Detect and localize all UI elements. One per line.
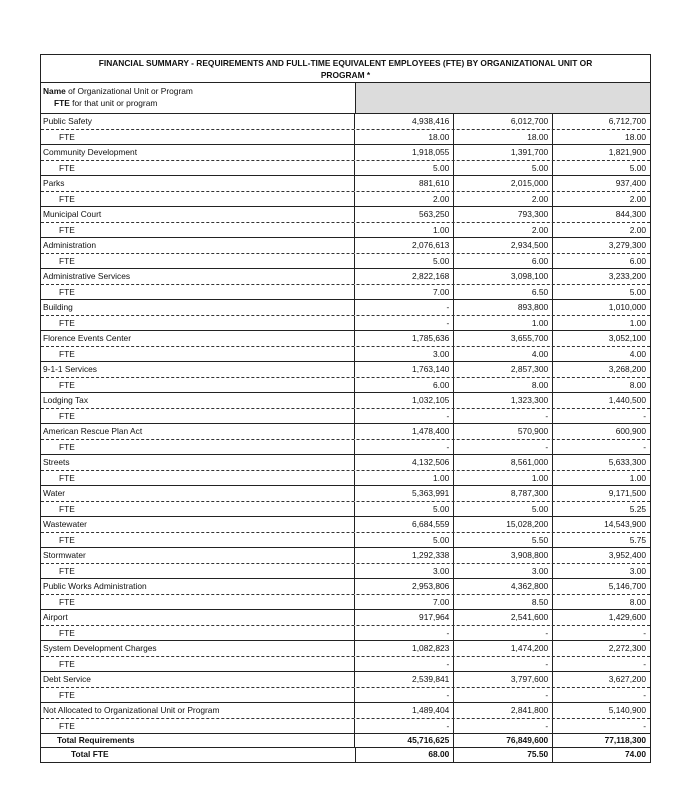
fte-value: 1.00	[453, 471, 552, 486]
fte-row	[41, 378, 650, 394]
table-title	[41, 55, 650, 83]
header-name-line	[43, 86, 193, 96]
requirement-value: 3,908,800	[453, 548, 552, 563]
unit-name: American Rescue Plan Act	[43, 426, 143, 436]
fte-value: 2.00	[453, 192, 552, 207]
requirement-value: 1,478,400	[354, 424, 453, 439]
fte-row	[41, 471, 650, 487]
fte-value: -	[552, 409, 650, 424]
fte-value: 6.00	[354, 378, 453, 393]
fte-label: FTE	[59, 317, 75, 328]
fte-label: FTE	[59, 658, 75, 669]
requirement-value: 1,763,140	[354, 362, 453, 377]
fte-value: 5.00	[552, 161, 650, 176]
fte-row	[41, 502, 650, 518]
requirement-value: 1,474,200	[453, 641, 552, 656]
fte-value: -	[552, 688, 650, 703]
fte-value: 3.00	[552, 564, 650, 579]
table-row	[41, 579, 650, 595]
requirement-value: 1,292,338	[354, 548, 453, 563]
fte-label: FTE	[59, 379, 75, 390]
requirement-value: 3,655,700	[453, 331, 552, 346]
fte-value: -	[552, 657, 650, 672]
table-row	[41, 703, 650, 719]
table-row	[41, 486, 650, 502]
fte-row	[41, 595, 650, 611]
fte-row	[41, 192, 650, 208]
requirement-value: 2,541,600	[453, 610, 552, 625]
requirement-value: 3,052,100	[552, 331, 650, 346]
unit-name: Administration	[43, 240, 97, 250]
table-row	[41, 641, 650, 657]
table-title-line-1: FINANCIAL SUMMARY - REQUIREMENTS AND FULL-TIME EQUIVALENT EMPLOYEES (FTE) BY ORGANIZATIONAL UNIT OR	[98, 58, 593, 68]
fte-label: FTE	[59, 286, 75, 297]
table-row	[41, 424, 650, 440]
fte-value: 5.00	[453, 161, 552, 176]
fte-value: 7.00	[354, 595, 453, 610]
total-fte-value: 75.50	[453, 748, 552, 762]
requirement-value: 2,934,500	[453, 238, 552, 253]
fte-label: FTE	[59, 193, 75, 204]
requirement-value: 14,543,900	[552, 517, 650, 532]
fte-row	[41, 347, 650, 363]
fte-label: FTE	[59, 131, 75, 142]
fte-value: -	[552, 626, 650, 641]
header-name-bold: Name	[43, 86, 66, 96]
unit-name: Administrative Services	[43, 271, 131, 281]
header-fte-bold: FTE	[54, 98, 70, 108]
fte-label: FTE	[59, 441, 75, 452]
table-row	[41, 238, 650, 254]
header-fte-rest: for that unit or program	[69, 98, 158, 108]
fte-label: FTE	[59, 503, 75, 514]
fte-label: FTE	[59, 348, 75, 359]
fte-row	[41, 440, 650, 456]
fte-value: -	[552, 719, 650, 734]
requirement-value: 5,140,900	[552, 703, 650, 718]
fte-label: FTE	[59, 255, 75, 266]
fte-value: 1.00	[552, 471, 650, 486]
requirement-value: 5,363,991	[354, 486, 453, 501]
requirement-value: 8,561,000	[453, 455, 552, 470]
requirement-value: 3,233,200	[552, 269, 650, 284]
unit-name: Parks	[43, 178, 65, 188]
table-row	[41, 517, 650, 533]
fte-value: -	[552, 440, 650, 455]
requirement-value: 5,633,300	[552, 455, 650, 470]
fte-value: 2.00	[453, 223, 552, 238]
fte-value: 5.50	[453, 533, 552, 548]
requirement-value: 4,362,800	[453, 579, 552, 594]
header-fte-line	[43, 97, 353, 109]
total-fte-value: 68.00	[355, 748, 454, 762]
header-label	[41, 83, 355, 113]
requirement-value: 844,300	[552, 207, 650, 222]
unit-name: Debt Service	[43, 674, 91, 684]
total-requirements-value: 76,849,600	[453, 734, 552, 747]
table-row	[41, 300, 650, 316]
total-requirements-value: 77,118,300	[552, 734, 650, 747]
fte-value: -	[354, 688, 453, 703]
requirement-value: 4,132,506	[354, 455, 453, 470]
total-fte-value: 74.00	[552, 748, 650, 762]
fte-value: 8.50	[453, 595, 552, 610]
unit-name: Water	[43, 488, 66, 498]
fte-value: -	[354, 316, 453, 331]
requirement-value: 1,440,500	[552, 393, 650, 408]
fte-label: FTE	[59, 162, 75, 173]
unit-name: Lodging Tax	[43, 395, 89, 405]
fte-value: 5.25	[552, 502, 650, 517]
fte-value: 3.00	[453, 564, 552, 579]
fte-value: 1.00	[354, 223, 453, 238]
fte-value: 3.00	[354, 347, 453, 362]
fte-value: -	[354, 409, 453, 424]
requirement-value: 6,712,700	[552, 114, 650, 129]
table-row	[41, 207, 650, 223]
fte-value: -	[453, 688, 552, 703]
requirement-value: 2,953,806	[354, 579, 453, 594]
fte-label: FTE	[59, 627, 75, 638]
table-title-line-2: PROGRAM *	[320, 70, 371, 80]
requirement-value: 3,268,200	[552, 362, 650, 377]
fte-value: 3.00	[354, 564, 453, 579]
requirement-value: 1,489,404	[354, 703, 453, 718]
requirement-value: 3,279,300	[552, 238, 650, 253]
fte-value: 18.00	[453, 130, 552, 145]
table-row	[41, 331, 650, 347]
fte-row	[41, 285, 650, 301]
financial-summary-table	[40, 54, 651, 763]
fte-row	[41, 719, 650, 735]
requirement-value: -	[354, 300, 453, 315]
fte-value: 8.00	[552, 595, 650, 610]
fte-row	[41, 533, 650, 549]
fte-value: -	[453, 409, 552, 424]
fte-label: FTE	[59, 410, 75, 421]
unit-name: Building	[43, 302, 73, 312]
unit-name: System Development Charges	[43, 643, 157, 653]
requirement-value: 3,098,100	[453, 269, 552, 284]
fte-value: -	[453, 719, 552, 734]
requirement-value: 9,171,500	[552, 486, 650, 501]
fte-value: 2.00	[354, 192, 453, 207]
requirement-value: 563,250	[354, 207, 453, 222]
unit-name: Community Development	[43, 147, 138, 157]
fte-value: -	[453, 440, 552, 455]
table-body	[41, 114, 650, 734]
fte-value: 5.00	[354, 254, 453, 269]
fte-value: 8.00	[552, 378, 650, 393]
fte-value: 18.00	[354, 130, 453, 145]
requirement-value: 15,028,200	[453, 517, 552, 532]
unit-name: Municipal Court	[43, 209, 102, 219]
requirement-value: 8,787,300	[453, 486, 552, 501]
requirement-value: 1,391,700	[453, 145, 552, 160]
unit-name: Not Allocated to Organizational Unit or Program	[43, 705, 220, 715]
fte-row	[41, 564, 650, 580]
table-header	[41, 83, 650, 114]
fte-value: 5.00	[354, 161, 453, 176]
fte-value: 2.00	[552, 223, 650, 238]
fte-value: -	[354, 440, 453, 455]
fte-value: 8.00	[453, 378, 552, 393]
fte-row	[41, 223, 650, 239]
total-requirements-row	[41, 734, 650, 748]
requirement-value: 2,015,000	[453, 176, 552, 191]
requirement-value: 1,032,105	[354, 393, 453, 408]
fte-label: FTE	[59, 534, 75, 545]
requirement-value: 570,900	[453, 424, 552, 439]
fte-label: FTE	[59, 565, 75, 576]
fte-row	[41, 316, 650, 332]
requirement-value: 937,400	[552, 176, 650, 191]
fte-value: -	[453, 626, 552, 641]
requirement-value: 793,300	[453, 207, 552, 222]
fte-value: 6.00	[552, 254, 650, 269]
total-requirements-value: 45,716,625	[354, 734, 453, 747]
requirement-value: 5,146,700	[552, 579, 650, 594]
requirement-value: 893,800	[453, 300, 552, 315]
table-row	[41, 548, 650, 564]
requirement-value: 2,822,168	[354, 269, 453, 284]
fte-value: 5.00	[453, 502, 552, 517]
fte-value: 6.50	[453, 285, 552, 300]
fte-value: -	[354, 719, 453, 734]
table-row	[41, 610, 650, 626]
fte-row	[41, 657, 650, 673]
table-row	[41, 269, 650, 285]
requirement-value: 2,857,300	[453, 362, 552, 377]
unit-name: Florence Events Center	[43, 333, 131, 343]
fte-value: 1.00	[453, 316, 552, 331]
fte-label: FTE	[59, 720, 75, 731]
requirement-value: 3,797,600	[453, 672, 552, 687]
requirement-value: 4,938,416	[354, 114, 453, 129]
fte-value: 4.00	[453, 347, 552, 362]
requirement-value: 917,964	[354, 610, 453, 625]
fte-row	[41, 688, 650, 704]
unit-name: Airport	[43, 612, 68, 622]
requirement-value: 1,010,000	[552, 300, 650, 315]
fte-row	[41, 626, 650, 642]
table-row	[41, 176, 650, 192]
fte-row	[41, 161, 650, 177]
unit-name: Public Works Administration	[43, 581, 147, 591]
table-row	[41, 145, 650, 161]
requirement-value: 1,082,823	[354, 641, 453, 656]
fte-row	[41, 254, 650, 270]
requirement-value: 2,076,613	[354, 238, 453, 253]
requirement-value: 1,821,900	[552, 145, 650, 160]
unit-name: Public Safety	[43, 116, 92, 126]
fte-value: 5.00	[552, 285, 650, 300]
fte-value: 1.00	[552, 316, 650, 331]
unit-name: 9-1-1 Services	[43, 364, 97, 374]
header-shaded-cell	[355, 83, 650, 113]
fte-value: 1.00	[354, 471, 453, 486]
header-name-rest: of Organizational Unit or Program	[65, 86, 193, 96]
fte-row	[41, 409, 650, 425]
requirement-value: 6,012,700	[453, 114, 552, 129]
fte-label: FTE	[59, 224, 75, 235]
requirement-value: 600,900	[552, 424, 650, 439]
fte-value: -	[354, 626, 453, 641]
unit-name: Stormwater	[43, 550, 86, 560]
fte-label: FTE	[59, 472, 75, 483]
fte-value: -	[354, 657, 453, 672]
requirement-value: 2,841,800	[453, 703, 552, 718]
fte-label: FTE	[59, 596, 75, 607]
requirement-value: 6,684,559	[354, 517, 453, 532]
table-row	[41, 114, 650, 130]
fte-value: 5.00	[354, 502, 453, 517]
requirement-value: 1,429,600	[552, 610, 650, 625]
unit-name: Streets	[43, 457, 70, 467]
requirement-value: 881,610	[354, 176, 453, 191]
fte-row	[41, 130, 650, 146]
fte-value: 4.00	[552, 347, 650, 362]
requirement-value: 1,323,300	[453, 393, 552, 408]
fte-value: -	[453, 657, 552, 672]
table-row	[41, 455, 650, 471]
fte-value: 6.00	[453, 254, 552, 269]
unit-name: Wastewater	[43, 519, 87, 529]
fte-label: FTE	[59, 689, 75, 700]
table-row	[41, 362, 650, 378]
fte-value: 2.00	[552, 192, 650, 207]
fte-value: 5.75	[552, 533, 650, 548]
requirement-value: 1,785,636	[354, 331, 453, 346]
total-fte-row	[41, 748, 650, 762]
fte-value: 7.00	[354, 285, 453, 300]
requirement-value: 3,952,400	[552, 548, 650, 563]
total-requirements-label: Total Requirements	[57, 735, 135, 745]
table-row	[41, 672, 650, 688]
fte-value: 5.00	[354, 533, 453, 548]
fte-value: 18.00	[552, 130, 650, 145]
requirement-value: 1,918,055	[354, 145, 453, 160]
requirement-value: 2,272,300	[552, 641, 650, 656]
requirement-value: 3,627,200	[552, 672, 650, 687]
total-fte-label: Total FTE	[71, 749, 109, 759]
table-row	[41, 393, 650, 409]
requirement-value: 2,539,841	[354, 672, 453, 687]
